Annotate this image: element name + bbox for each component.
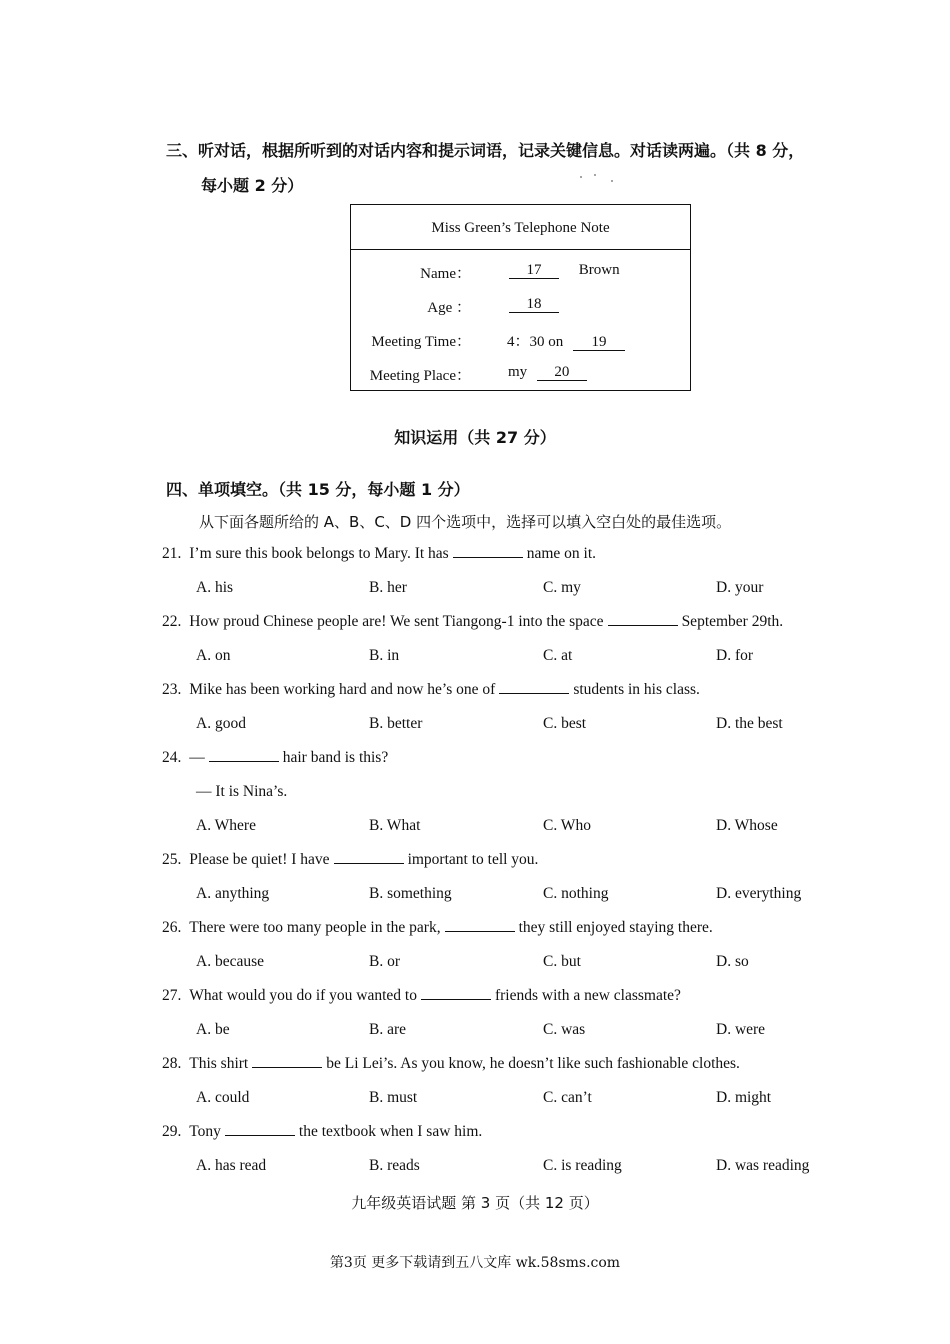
question-stem-before: This shirt — [189, 1055, 249, 1072]
option-d: D. so — [716, 953, 749, 970]
answer-blank — [453, 545, 523, 558]
answer-blank — [608, 613, 678, 626]
question-26 — [162, 919, 713, 937]
section3-heading-line2: 每小题 2 分） — [201, 176, 304, 195]
knowledge-section-title: 知识运用（共 27 分） — [394, 428, 556, 447]
question-number: 21. — [162, 545, 182, 562]
note-label: Name： — [420, 266, 471, 282]
question-28 — [162, 1055, 740, 1073]
option-c: C. is reading — [543, 1157, 622, 1174]
question-stem-after: hair band is this? — [282, 749, 389, 766]
note-label: Age ： — [427, 300, 471, 316]
scan-speck — [580, 176, 582, 178]
note-row-meeting-place — [351, 364, 692, 384]
option-b: B. in — [369, 647, 400, 664]
note-value — [509, 262, 620, 279]
question-21 — [162, 545, 596, 563]
note-blank-18: 18 — [509, 296, 559, 313]
option-d: D. Whose — [716, 817, 778, 834]
option-a: A. Where — [196, 817, 256, 834]
note-label: Meeting Place： — [369, 368, 471, 384]
note-row-age — [351, 296, 692, 316]
question-stem-before: Tony — [189, 1123, 221, 1140]
question-24 — [162, 749, 388, 767]
question-stem-before: — — [189, 749, 205, 766]
question-stem-before: How proud Chinese people are! We sent Tiangong-1 into the space — [189, 613, 604, 630]
option-c: C. but — [543, 953, 581, 970]
question-stem-after: students in his class. — [573, 681, 700, 698]
answer-blank — [334, 851, 404, 864]
question-24-answer-line: — It is Nina’s. — [196, 783, 288, 800]
question-stem-after: name on it. — [526, 545, 597, 562]
question-stem-after: be Li Lei’s. As you know, he doesn’t like such fashionable clothes. — [326, 1055, 740, 1072]
question-number: 22. — [162, 613, 182, 630]
option-b: B. something — [369, 885, 452, 902]
section4-heading: 四、单项填空。（共 15 分，每小题 1 分） — [166, 480, 470, 499]
option-c: C. Who — [543, 817, 591, 834]
question-number: 25. — [162, 851, 182, 868]
note-blank-17: 17 — [509, 262, 559, 279]
question-number: 24. — [162, 749, 182, 766]
answer-blank — [209, 749, 279, 762]
option-b: B. better — [369, 715, 423, 732]
option-a: A. his — [196, 579, 234, 596]
question-stem-after: friends with a new classmate? — [494, 987, 681, 1004]
option-c: C. can’t — [543, 1089, 592, 1106]
option-c: C. nothing — [543, 885, 609, 902]
question-stem-after: September 29th. — [681, 613, 784, 630]
option-d: D. everything — [716, 885, 802, 902]
option-a: A. good — [196, 715, 246, 732]
option-a: A. anything — [196, 885, 270, 902]
option-a: A. be — [196, 1021, 230, 1038]
question-stem-before: What would you do if you wanted to — [189, 987, 417, 1004]
option-d: D. the best — [716, 715, 783, 732]
note-label: Meeting Time： — [371, 334, 471, 350]
note-suffix: Brown — [578, 262, 620, 278]
option-d: D. might — [716, 1089, 772, 1106]
note-prefix: 4：30 on — [507, 334, 564, 350]
question-25 — [162, 851, 538, 869]
option-b: B. her — [369, 579, 407, 596]
question-stem-before: Mike has been working hard and now he’s one of — [189, 681, 496, 698]
option-a: A. has read — [196, 1157, 267, 1174]
option-a: A. on — [196, 647, 231, 664]
option-b: B. reads — [369, 1157, 420, 1174]
scan-speck — [611, 180, 613, 182]
note-value — [507, 330, 625, 351]
option-c: C. best — [543, 715, 587, 732]
option-b: B. What — [369, 817, 421, 834]
question-number: 26. — [162, 919, 182, 936]
note-value — [509, 296, 559, 313]
question-22 — [162, 613, 783, 631]
answer-blank — [445, 919, 515, 932]
note-blank-19: 19 — [573, 334, 625, 351]
telephone-note-title: Miss Green’s Telephone Note — [351, 205, 690, 250]
question-number: 28. — [162, 1055, 182, 1072]
option-b: B. or — [369, 953, 400, 970]
option-c: C. at — [543, 647, 573, 664]
note-prefix: my — [508, 364, 528, 380]
option-b: B. must — [369, 1089, 418, 1106]
question-number: 29. — [162, 1123, 182, 1140]
note-value — [508, 364, 587, 381]
answer-blank — [252, 1055, 322, 1068]
question-23 — [162, 681, 700, 699]
question-29 — [162, 1123, 482, 1141]
scan-speck — [594, 174, 596, 176]
question-number: 27. — [162, 987, 182, 1004]
option-d: D. your — [716, 579, 764, 596]
question-stem-after: important to tell you. — [407, 851, 539, 868]
option-a: A. could — [196, 1089, 250, 1106]
option-d: D. for — [716, 647, 754, 664]
option-d: D. were — [716, 1021, 766, 1038]
question-stem-before: Please be quiet! I have — [189, 851, 330, 868]
option-a: A. because — [196, 953, 264, 970]
question-stem-before: There were too many people in the park, — [189, 919, 441, 936]
option-c: C. my — [543, 579, 581, 596]
answer-blank — [225, 1123, 295, 1136]
question-stem-after: the textbook when I saw him. — [298, 1123, 483, 1140]
option-c: C. was — [543, 1021, 586, 1038]
option-d: D. was reading — [716, 1157, 810, 1174]
option-b: B. are — [369, 1021, 407, 1038]
answer-blank — [499, 681, 569, 694]
section4-instruction: 从下面各题所给的 A、B、C、D 四个选项中，选择可以填入空白处的最佳选项。 — [199, 513, 732, 531]
question-stem-after: they still enjoyed staying there. — [518, 919, 713, 936]
section3-heading-line1: 三、听对话，根据所听到的对话内容和提示词语，记录关键信息。对话读两遍。（共 8 分， — [166, 141, 805, 160]
telephone-note-box — [350, 204, 691, 391]
answer-blank — [421, 987, 491, 1000]
question-27 — [162, 987, 681, 1005]
download-site-footer: 第3页 更多下载请到五八文库 wk.58sms.com — [329, 1255, 621, 1271]
question-number: 23. — [162, 681, 182, 698]
note-blank-20: 20 — [537, 364, 587, 381]
page-footer-label: 九年级英语试题 第 3 页（共 12 页） — [351, 1194, 599, 1212]
note-row-meeting-time — [351, 330, 692, 350]
note-row-name — [351, 262, 692, 282]
question-stem-before: I’m sure this book belongs to Mary. It has — [189, 545, 449, 562]
